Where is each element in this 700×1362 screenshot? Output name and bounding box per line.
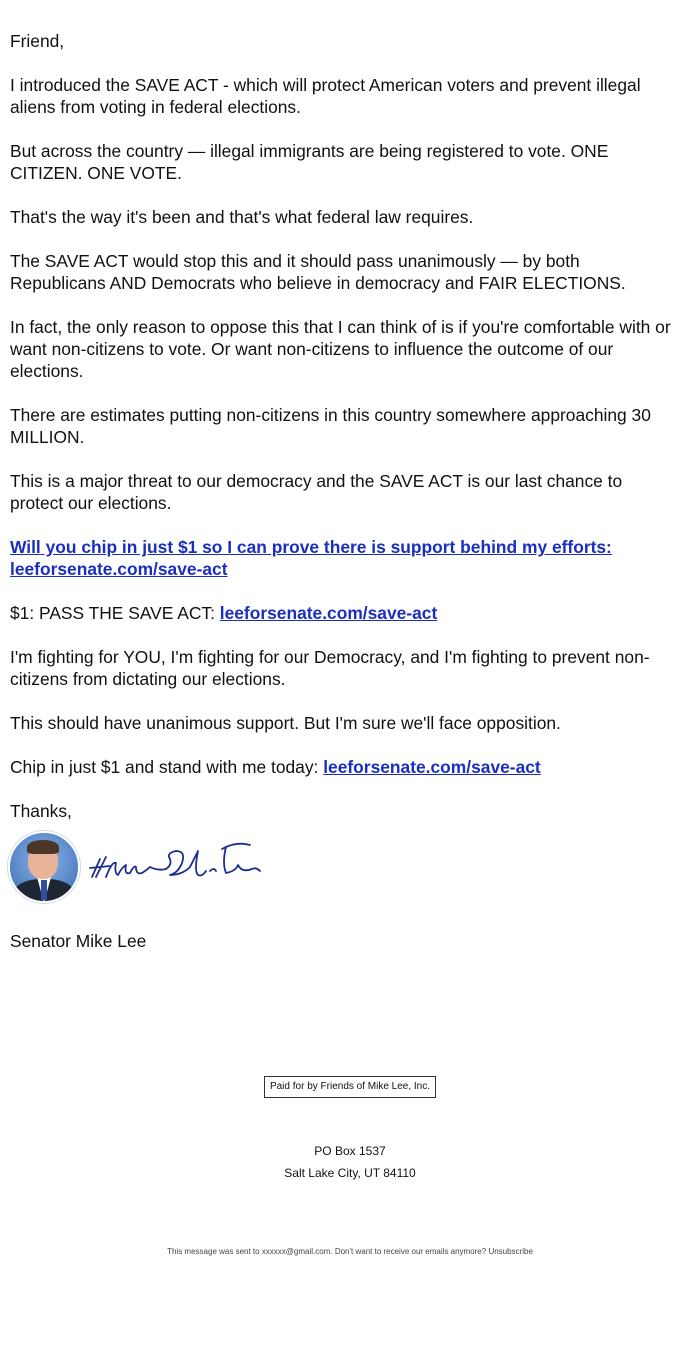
thanks-line: Thanks, (10, 801, 72, 821)
signature-block (8, 830, 680, 904)
signer-name: Senator Mike Lee (10, 931, 147, 951)
footer-notice (0, 1247, 700, 1257)
paragraph-opposition: This should have unanimous support. But I'm sure we'll face opposition. (10, 713, 561, 733)
address-line-2: Salt Lake City, UT 84110 (284, 1166, 416, 1180)
cta-paragraph (10, 536, 680, 580)
greeting: Friend, (10, 31, 65, 51)
chip-in-label: Chip in just $1 and stand with me today: (10, 757, 324, 777)
pass-save-act-paragraph (10, 602, 680, 624)
footer-paid-for (0, 1076, 700, 1098)
paragraph-oppose-reason: In fact, the only reason to oppose this that I can think of is if you're comfortable with or want non-citizens to vote. Or want non-citizens to influence the outcome of our elections. (10, 317, 671, 381)
email-notice-text: This message was sent to xxxxxx@gmail.com. Don't want to receive our emails anymore? (167, 1247, 487, 1256)
email-body (10, 30, 680, 974)
senator-avatar (8, 831, 80, 903)
paragraph-pass-unanimously: The SAVE ACT would stop this and it should pass unanimously — by both Republicans AND Democrats who believe in democracy and FAIR ELECTIONS. (10, 251, 626, 293)
chip-in-link[interactable]: leeforsenate.com/save-act (323, 757, 541, 777)
signature-icon (86, 837, 266, 897)
chip-in-paragraph (10, 756, 680, 778)
paid-for-disclaimer: Paid for by Friends of Mike Lee, Inc. (264, 1076, 436, 1098)
pass-save-act-link[interactable]: leeforsenate.com/save-act (219, 603, 438, 623)
paragraph-registration: But across the country — illegal immigrants are being registered to vote. ONE CITIZEN. ONE VOTE. (10, 141, 609, 183)
pass-save-act-label: $1: PASS THE SAVE ACT: (10, 603, 220, 623)
paragraph-major-threat: This is a major threat to our democracy and the SAVE ACT is our last chance to protect our elections. (10, 471, 623, 513)
address-line-1: PO Box 1537 (314, 1144, 386, 1158)
paragraph-fighting: I'm fighting for YOU, I'm fighting for our Democracy, and I'm fighting to prevent non-citizens from dictating our elections. (10, 647, 650, 689)
unsubscribe-link[interactable]: Unsubscribe (488, 1247, 533, 1256)
donate-cta-link[interactable]: Will you chip in just $1 so I can prove there is support behind my efforts: leeforsenate.com/save-act (10, 537, 612, 579)
paragraph-estimates: There are estimates putting non-citizens in this country somewhere approaching 30 MILLION. (10, 405, 651, 447)
footer-address (0, 1140, 700, 1184)
paragraph-federal-law: That's the way it's been and that's what federal law requires. (10, 207, 474, 227)
paragraph-save-act-intro: I introduced the SAVE ACT - which will protect American voters and prevent illegal aliens from voting in federal elections. (10, 75, 641, 117)
